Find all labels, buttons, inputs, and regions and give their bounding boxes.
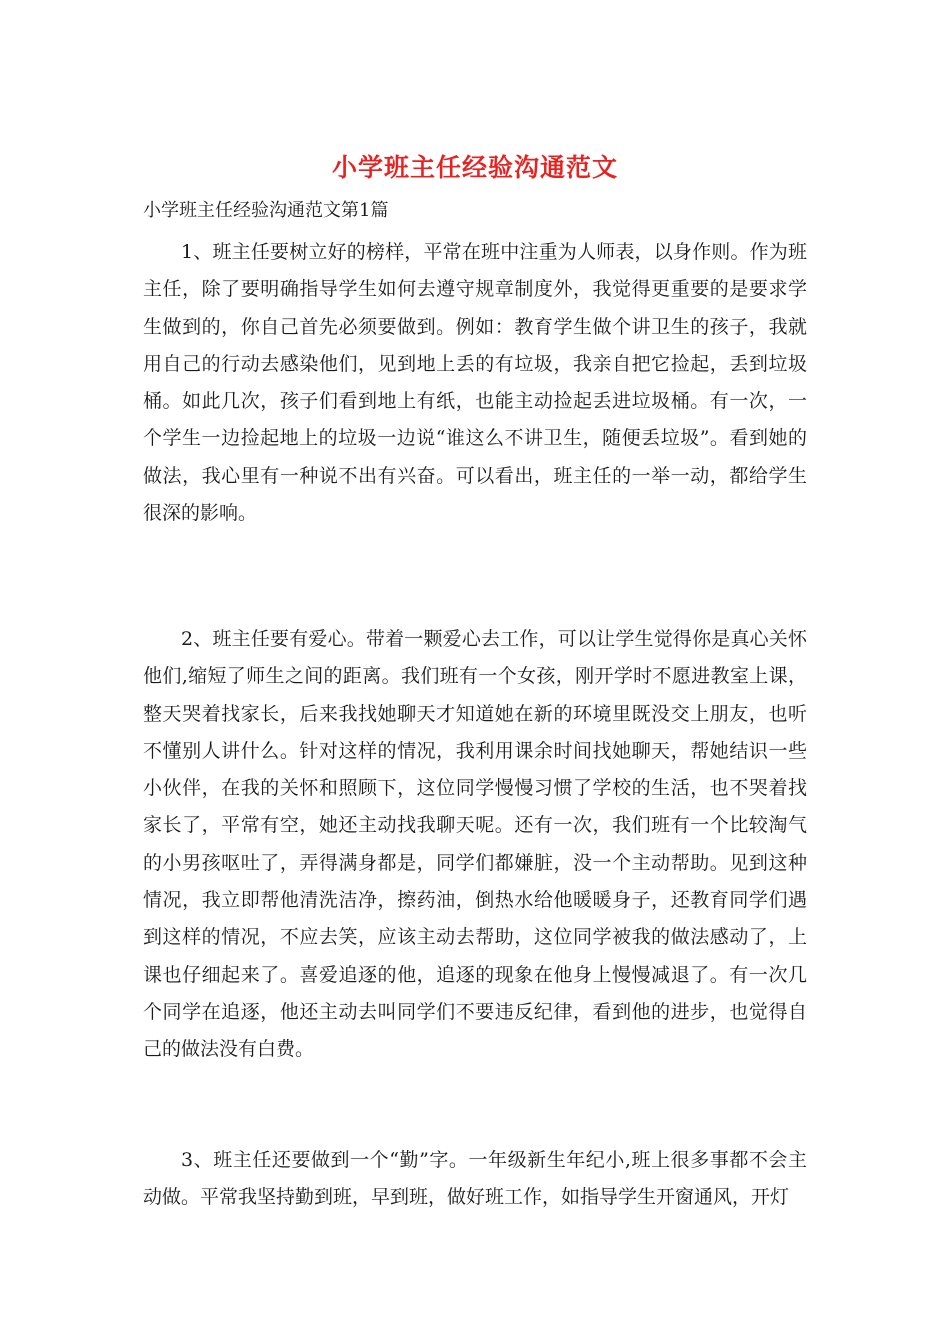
paragraph-1: 1、班主任要树立好的榜样，平常在班中注重为人师表，以身作则。作为班主任，除了要明确指导学生如何去遵守规章制度外，我觉得更重要的是要求学生做到的，你自己首先必须要做到。例如：教育学生做个讲卫生的孩子，我就用自己的行动去感染他们，见到地上丢的有垃圾，我亲自把它捡起，丢到垃圾桶。如此几次，孩子们看到地上有纸，也能主动捡起丢进垃圾桶。有一次，一个学生一边捡起地上的垃圾一边说“谁这么不讲卫生，随便丢垃圾”。看到她的做法，我心里有一种说不出有兴奋。可以看出，班主任的一举一动，都给学生很深的影响。 — [143, 241, 807, 525]
document-title: 小学班主任经验沟通范文 — [331, 153, 618, 182]
paragraph-2: 2、班主任要有爱心。带着一颗爱心去工作，可以让学生觉得你是真心关怀他们,缩短了师生之间的距离。我们班有一个女孩，刚开学时不愿进教室上课，整天哭着找家长，后来我找她聊天才知道她在新的环境里既没交上朋友，也听不懂别人讲什么。针对这样的情况，我利用课余时间找她聊天，帮她结识一些小伙伴，在我的关怀和照顾下，这位同学慢慢习惯了学校的生活，也不哭着找家长了，平常有空，她还主动找我聊天呢。还有一次，我们班有一个比较淘气的小男孩呕吐了，弄得满身都是，同学们都嫌脏，没一个主动帮助。见到这种情况，我立即帮他清洗洁净，擦药油，倒热水给他暖暖身子，还教育同学们遇到这样的情况，不应去笑，应该主动去帮助，这位同学被我的做法感动了，上课也仔细起来了。喜爱追逐的他，追逐的现象在他身上慢慢减退了。有一次几个同学在追逐，他还主动去叫同学们不要违反纪律，看到他的进步，也觉得自己的做法没有白费。 — [143, 628, 807, 1061]
document-subtitle: 小学班主任经验沟通范文第1篇 — [143, 200, 389, 221]
paragraph-3: 3、班主任还要做到一个“勤”字。一年级新生年纪小,班上很多事都不会主动做。平常我坚持勤到班，早到班，做好班工作，如指导学生开窗通风，开灯 — [143, 1149, 807, 1209]
